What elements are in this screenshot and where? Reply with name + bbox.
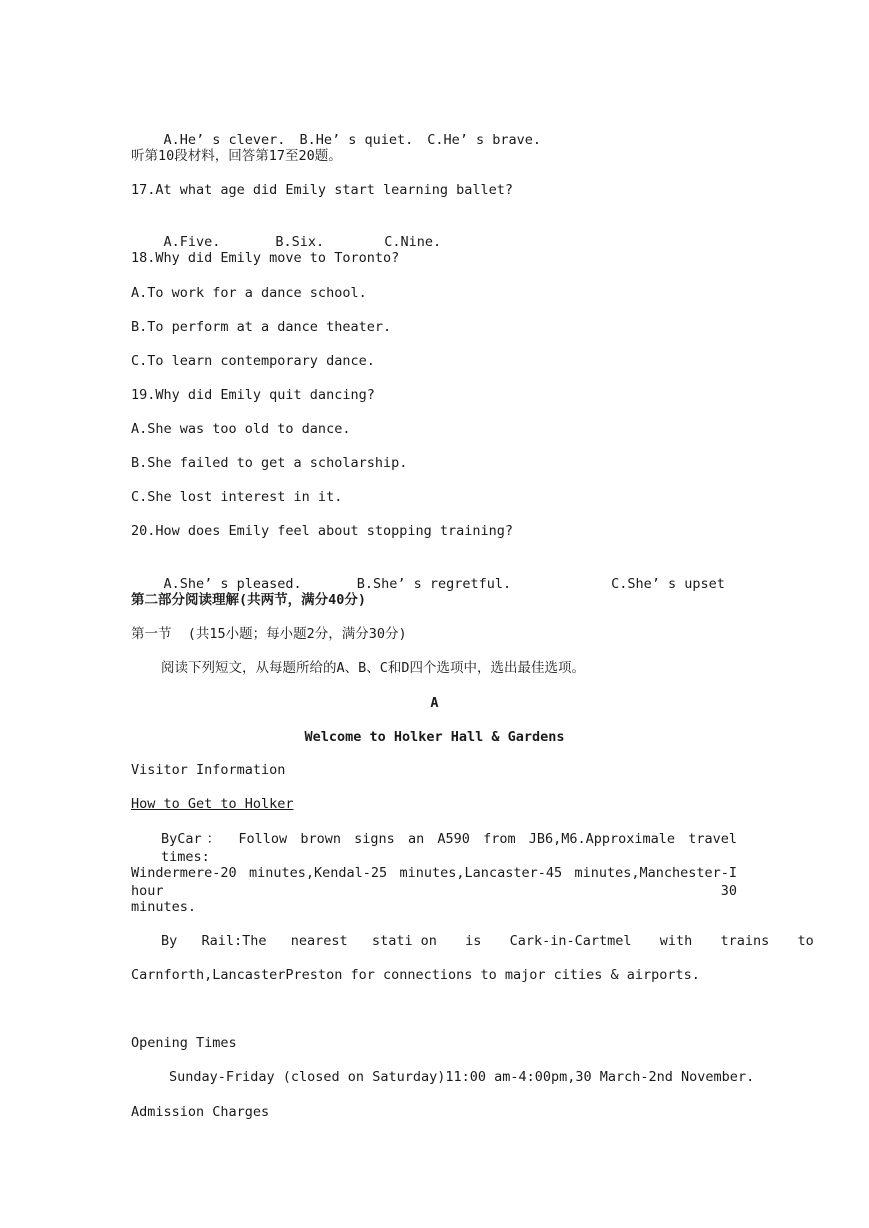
q18-question: 18.Why did Emily move to Toronto? <box>131 250 400 266</box>
passage-a-title: Welcome to Holker Hall & Gardens <box>304 729 565 745</box>
q16-option-c: C.He’ s brave. <box>427 132 542 148</box>
by-car-line-1: ByCar： Follow brown signs an A590 from JB6,M6.Approximale travel times: <box>161 831 737 865</box>
by-rail-line-2: Carnforth,LancasterPreston for connections to major cities & airports. <box>131 967 700 983</box>
part2-section1: 第一节 (共15小题；每小题2分，满分30分) <box>131 626 407 642</box>
q20-question: 20.How does Emily feel about stopping training? <box>131 523 514 539</box>
visitor-info-heading: Visitor Information <box>131 762 286 778</box>
part2-instruction: 阅读下列短文，从每题所给的A、B、C和D四个选项中，选出最佳选项。 <box>161 660 586 676</box>
q20-option-b: B.She’ s regretful. <box>356 576 512 592</box>
q17-option-b: B.Six. <box>275 234 325 250</box>
by-car-line-2: Windermere-20 minutes,Kendal-25 minutes,Lancaster-45 minutes,Manchester-I hour 30 <box>131 865 737 899</box>
q19-option-b: B.She failed to get a scholarship. <box>131 455 408 471</box>
q18-option-b: B.To perform at a dance theater. <box>131 319 392 335</box>
section10-intro: 听第10段材料，回答第17至20题。 <box>131 148 342 164</box>
q16-option-a: A.He’ s clever. <box>163 132 286 148</box>
q19-question: 19.Why did Emily quit dancing? <box>131 387 375 403</box>
q18-option-a: A.To work for a dance school. <box>131 285 367 301</box>
q17-question: 17.At what age did Emily start learning ballet? <box>131 182 514 198</box>
by-rail-text-end: on is Cark-in-Cartmel with trains to <box>420 933 814 949</box>
by-rail-text-start: By Rail:The nearest stati <box>161 933 413 949</box>
q19-option-c: C.She lost interest in it. <box>131 489 343 505</box>
q16-option-b: B.He’ s quiet. <box>299 132 414 148</box>
q17-option-c: C.Nine. <box>384 234 442 250</box>
q19-option-a: A.She was too old to dance. <box>131 421 351 437</box>
passage-a-label: A <box>430 695 439 711</box>
part2-heading: 第二部分阅读理解(共两节，满分40分) <box>131 592 367 608</box>
q20-option-a: A.She’ s pleased. <box>163 576 302 592</box>
by-rail-line-1 <box>161 932 814 950</box>
opening-times-detail: Sunday-Friday (closed on Saturday)11:00 am-4:00pm,30 March-2nd November. <box>169 1069 755 1085</box>
how-to-get-heading: How to Get to Holker <box>131 796 294 812</box>
by-car-line-3: minutes. <box>131 899 197 915</box>
q17-option-a: A.Five. <box>163 234 221 250</box>
q18-option-c: C.To learn contemporary dance. <box>131 353 375 369</box>
admission-charges-heading: Admission Charges <box>131 1104 270 1120</box>
opening-times-heading: Opening Times <box>131 1035 237 1051</box>
q20-option-c: C.She’ s upset <box>611 576 725 592</box>
